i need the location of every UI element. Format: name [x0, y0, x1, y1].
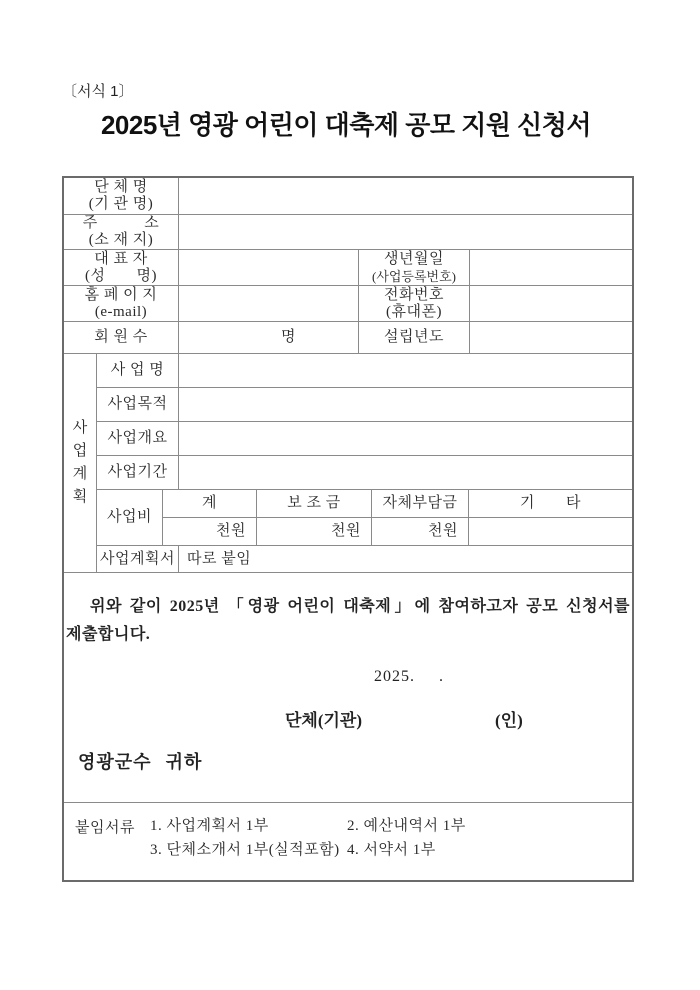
- date-dot: .: [439, 668, 444, 685]
- birthdate-label: 생년월일 (사업등록번호): [359, 250, 470, 286]
- attachments-label: 붙임서류: [75, 820, 135, 836]
- signer-label: 단체(기관): [285, 711, 363, 730]
- org-name-label: 단 체 명 (기 관 명): [64, 178, 179, 215]
- address-label: 주 소 (소 재 지): [64, 215, 179, 250]
- project-plan-vertical-label: 사 업 계 획: [64, 354, 97, 572]
- project-name-label: 사 업 명: [97, 354, 179, 388]
- homepage-label: 홈 페 이 지 (e-mail): [64, 286, 179, 322]
- representative-label: 대 표 자 (성 명): [64, 250, 179, 286]
- date-line: [64, 667, 632, 687]
- seal-label: (인): [495, 711, 523, 730]
- project-plan-table: [64, 354, 632, 572]
- members-value: [179, 322, 359, 354]
- org-info-table: [64, 178, 632, 354]
- attachment-item: 4. 서약서 1부: [347, 842, 436, 858]
- founded-value: [470, 322, 632, 354]
- budget-label: 사업비: [97, 490, 163, 546]
- recipient-name: 영광군수: [78, 752, 152, 772]
- signature-line: [64, 711, 632, 731]
- attachments-box: [64, 802, 632, 880]
- budget-etc-value: [469, 518, 632, 546]
- project-purpose-value: [179, 388, 632, 422]
- project-name-value: [179, 354, 632, 388]
- phone-label: 전화번호 (휴대폰): [359, 286, 470, 322]
- project-outline-value: [179, 422, 632, 456]
- homepage-value: [179, 286, 359, 322]
- form-number-tag: 〔서식 1〕: [62, 83, 134, 100]
- founded-label: 설립년도: [359, 322, 470, 354]
- date-year: 2025.: [374, 668, 415, 685]
- budget-col-total: 계: [163, 490, 257, 518]
- budget-col-subsidy: 보 조 금: [257, 490, 372, 518]
- members-unit: 명: [281, 329, 296, 345]
- address-value: [179, 215, 632, 250]
- page-title: 2025년 영광 어린이 대축제 공모 지원 신청서: [100, 110, 592, 140]
- budget-subsidy-unit: 천원: [257, 518, 372, 546]
- members-label: 회 원 수: [64, 322, 179, 354]
- budget-col-self: 자체부담금: [372, 490, 469, 518]
- statement-line1: 위와 같이 2025년 「영광 어린이 대축제」에 참여하고자 공모 신청서를: [90, 598, 630, 615]
- project-outline-label: 사업개요: [97, 422, 179, 456]
- recipient-honorific: 귀하: [165, 752, 203, 772]
- statement-box: [64, 572, 632, 802]
- org-name-value: [179, 178, 632, 215]
- form-box: [62, 176, 634, 882]
- plan-doc-label: 사업계획서: [97, 546, 179, 572]
- phone-value: [470, 286, 632, 322]
- budget-col-etc: 기 타: [469, 490, 632, 518]
- recipient-line: [64, 751, 632, 773]
- attachments-list: [150, 816, 632, 861]
- plan-doc-value: 따로 붙임: [187, 550, 252, 567]
- project-purpose-label: 사업목적: [97, 388, 179, 422]
- budget-total-unit: 천원: [163, 518, 257, 546]
- statement-line2: 제출합니다.: [66, 626, 151, 643]
- budget-self-unit: 천원: [372, 518, 469, 546]
- representative-value: [179, 250, 359, 286]
- attachment-item: 3. 단체소개서 1부(실적포함): [150, 842, 340, 858]
- birthdate-value: [470, 250, 632, 286]
- project-period-label: 사업기간: [97, 456, 179, 490]
- project-period-value: [179, 456, 632, 490]
- attachment-item: 2. 예산내역서 1부: [347, 818, 466, 834]
- attachment-item: 1. 사업계획서 1부: [150, 818, 269, 834]
